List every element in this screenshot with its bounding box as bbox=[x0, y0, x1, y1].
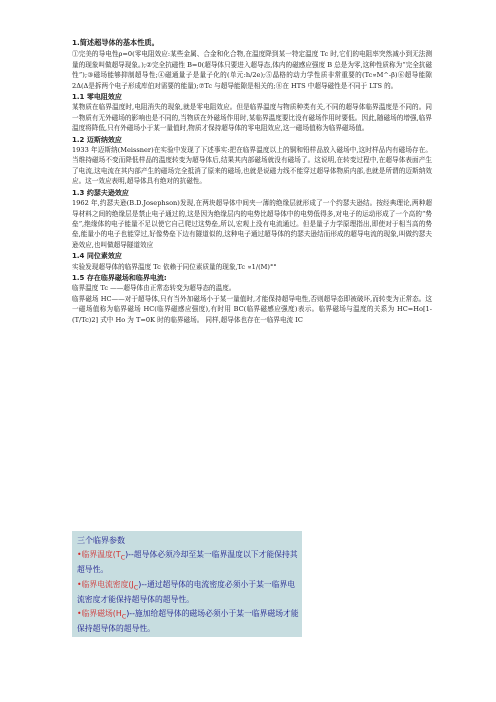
item-subscript: C bbox=[120, 553, 126, 562]
section-1-5-title: 1.5 存在临界磁场和临界电流: bbox=[72, 273, 167, 282]
section-1-1-title: 1.1 零电阻效应 bbox=[72, 93, 122, 102]
box-item-critical-field bbox=[72, 608, 302, 635]
item-name: •临界电流密度(J bbox=[77, 579, 134, 589]
item-subscript: C bbox=[121, 612, 127, 621]
section-1-5-body-field: 临界磁场 HC——对于超导体,只有当外加磁场小于某一量值时,才能保持超导电性,否则超导态即被破坏,而转变为正常态。这一磁场值称为临界磁场 HC(临界磁感应强度),有时用 BC(临界磁感应强度)表示。临界磁场与温度的关系为 HC=Ho[1-(T/Tc)2] 式中 Ho 为 T=0K 时的临界磁场。 同样,超导体也存在一临界电流 IC bbox=[72, 294, 432, 324]
section-1-3-body: 1962 年,约瑟夫逊(B.D.Josephson)发现,在两块超导体中间夹一薄的绝缘层就形成了一个约瑟夫逊结。按经典理论,两种超导材料之间的绝缘层是禁止电子通过的,这是因为绝缘层内的电势比超导体中的电势低得多,对电子的运动形成了一个高的“势垒”,绝缘体的电子能量不足以使它自己爬过这势垒,所以,宏观上没有电流通过。但是量子力学原理指出,即使对于相当高的势垒,能量小的电子也能穿过,好像势垒下边有隧道似的,这种电子通过超导体的约瑟夫逊结而形成的超导电流的现象,叫做约瑟夫逊效应,也叫做超导隧道效应 bbox=[72, 199, 432, 249]
section-1-3-title: 1.3 约瑟夫逊效应 bbox=[72, 188, 129, 197]
box-item-critical-temperature bbox=[72, 549, 302, 576]
item-description: )--施加给超导体的磁场必须小于某一临界磁场才能保持超导体的超导性。 bbox=[77, 609, 299, 634]
item-description: )--超导体必须冷却至某一临界温度以下才能保持其超导性。 bbox=[77, 550, 298, 575]
item-description: )--通过超导体的电流密度必须小于某一临界电流密度才能保持超导体的超导性。 bbox=[77, 579, 296, 604]
box-item-critical-current-density bbox=[72, 579, 302, 606]
section-1-5-body-temperature: 临界温度 Tc ——超导体由正常态转变为超导态的温度。 bbox=[72, 284, 236, 293]
section-1-1-body: 某物质在临界温度时,电阻消失的现象,就是零电阻效应。但是临界温度与物质种类有关,不同的超导体临界温度是不同的。同一物质有无外磁场的影响也是不同的,当物质在外磁场作用时,某临界温度要比没有磁场作用时要低。因此,随磁场的增强,临界温度将降低,只有外磁场小于某一量值时,物质才保持超导体的零电阻效应,这一磁场值称为临界磁场值。 bbox=[72, 103, 432, 133]
section-1-4-title: 1.4 同位素效应 bbox=[72, 252, 122, 261]
item-subscript: C bbox=[133, 583, 139, 592]
section-1-title: 1.简述超导体的基本性质。 bbox=[72, 38, 159, 47]
section-1-body: ①完美的导电性ρ=0(零电阻效应:某些金属、合金和化合物,在温度降到某一特定温度 Tc 时,它们的电阻率突然减小到无法测量的现象叫做超导现象。);②完全抗磁性 B=0(超导体只要进入超导态,体内的磁感应强度 B 总是为零,这种性质称为“完全抗磁性”);③磁场能够抑制超导性;④磁通量子是量子化的(单元:h/2e);⑤晶格的动力学性质非常重要的(Tc∝M^-β)⑥超导能隙 2Δ(Δ是拆两个电子形成库伯对需要的能量);⑦Tc 与超导能隙是相关的;⑧在 HTS 中超导磁性是不同于 LTS 的。 bbox=[72, 50, 432, 90]
section-1-4-body: 实验发现超导体的临界温度 Tc 依赖于同位素质量的现象,Tc ∝1/(M)°° bbox=[72, 262, 277, 271]
section-1-2-body: 1933 年迈斯纳(Meissner)在实验中发现了下述事实:把在临界温度以上的铜和铅样品放入磁场中,这时样品内有磁场存在。当维持磁场不变而降低样品的温度转变为超导体后,结果其内部磁场就没有磁场了。这说明,在转变过程中,在超导体表面产生了电流,这电流在其内部产生的磁场完全抵消了原来的磁场,也就是说磁力线不能穿过超导体物质内部,也就是所谓的迈斯纳效应。这一效应表明,超导体具有绝对的抗磁性。 bbox=[72, 146, 432, 186]
document-body bbox=[72, 38, 432, 325]
section-1-2-title: 1.2 迈斯纳效应 bbox=[72, 135, 122, 144]
item-name: •临界温度(T bbox=[77, 550, 121, 559]
box-title: 三个临界参数 bbox=[77, 536, 125, 545]
item-label bbox=[77, 579, 139, 592]
item-label bbox=[77, 609, 127, 621]
critical-parameters-box bbox=[72, 531, 302, 637]
item-name: •临界磁场(H bbox=[77, 609, 122, 619]
item-label bbox=[77, 550, 126, 562]
